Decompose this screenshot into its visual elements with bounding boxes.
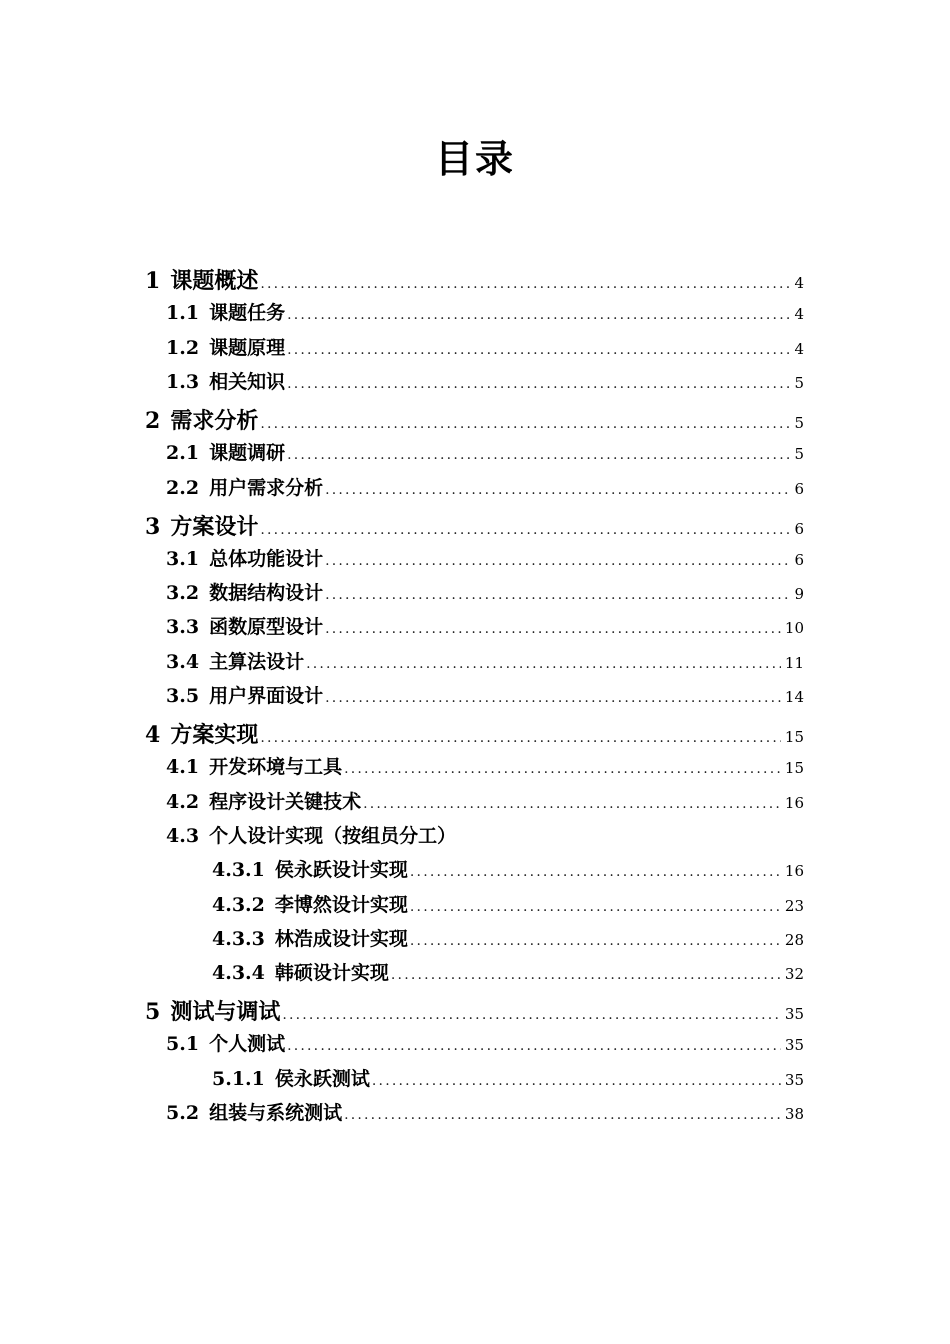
toc-leader-dots xyxy=(325,690,781,706)
toc-entry-title: 个人测试 xyxy=(209,1033,286,1056)
toc-entry-page: 23 xyxy=(784,896,804,915)
toc-entry-title: 课题任务 xyxy=(209,302,286,325)
toc-entry-title: 主算法设计 xyxy=(209,650,305,673)
toc-entry[interactable] xyxy=(0,787,804,814)
toc-entry-number: 2.2 xyxy=(166,476,200,499)
toc-leader-dots xyxy=(287,447,790,463)
toc-entry-title: 课题原理 xyxy=(209,336,286,359)
toc-entry[interactable] xyxy=(0,333,804,360)
toc-entry-number: 4.3.1 xyxy=(212,859,265,882)
toc-leader-dots xyxy=(325,621,781,637)
toc-entry[interactable] xyxy=(0,718,804,749)
toc-entry-page: 5 xyxy=(794,373,804,392)
toc-entry[interactable] xyxy=(0,264,804,295)
toc-entry[interactable] xyxy=(0,1098,804,1125)
toc-entry-page: 14 xyxy=(784,688,804,706)
toc-entry-page: 32 xyxy=(784,965,804,984)
toc-entry[interactable] xyxy=(0,367,804,394)
toc-leader-dots xyxy=(325,587,790,603)
toc-entry[interactable] xyxy=(0,821,804,848)
toc-entry[interactable] xyxy=(0,995,804,1026)
toc-entry-number: 5 xyxy=(145,999,161,1026)
toc-entry-number: 4.3 xyxy=(166,824,200,847)
toc-entry-title: 方案实现 xyxy=(170,722,259,748)
toc-entry[interactable] xyxy=(0,612,804,639)
toc-entry-number: 1.2 xyxy=(166,336,200,359)
toc-entry-title: 个人设计实现（按组员分工） xyxy=(209,824,457,847)
toc-entry-number: 4.3.4 xyxy=(212,962,265,985)
toc-entry-page: 38 xyxy=(784,1105,804,1123)
toc-entry-number: 1.1 xyxy=(166,302,200,325)
toc-leader-dots xyxy=(260,730,781,746)
toc-entry-title: 侯永跃测试 xyxy=(274,1067,370,1090)
toc-entry-number: 4 xyxy=(145,722,161,748)
toc-entry-page: 5 xyxy=(794,413,804,432)
toc-leader-dots xyxy=(410,899,781,915)
toc-entry-number: 3.4 xyxy=(166,650,200,673)
toc-entry-page: 35 xyxy=(784,1005,804,1024)
toc-leader-dots xyxy=(287,1038,781,1054)
toc-entry[interactable] xyxy=(0,438,804,465)
toc-entry[interactable] xyxy=(0,1064,804,1091)
toc-entry[interactable] xyxy=(0,890,804,917)
toc-entry-page: 16 xyxy=(784,862,804,881)
toc-entry[interactable] xyxy=(0,544,804,571)
toc-leader-dots xyxy=(260,522,790,538)
toc-entry[interactable] xyxy=(0,510,804,541)
toc-entry-number: 4.3.2 xyxy=(212,893,265,916)
toc-entry-title: 侯永跃设计实现 xyxy=(274,859,408,882)
toc-entry-title: 课题概述 xyxy=(170,268,259,294)
toc-leader-dots xyxy=(260,276,790,292)
toc-entry-page: 11 xyxy=(784,653,804,672)
toc-entry-page: 4 xyxy=(794,305,804,324)
toc-leader-dots xyxy=(325,482,790,498)
toc-entry-number: 4.3.3 xyxy=(212,927,265,950)
toc-entry-title: 用户需求分析 xyxy=(209,476,324,499)
toc-entry-title: 课题调研 xyxy=(209,442,286,465)
toc-entry-page: 6 xyxy=(794,519,804,538)
toc-leader-dots xyxy=(306,656,781,672)
toc-entry-page: 10 xyxy=(784,619,804,638)
toc-entry[interactable] xyxy=(0,473,804,500)
toc-entry-number: 3.3 xyxy=(166,616,200,639)
toc-leader-dots xyxy=(287,307,790,323)
toc-entry-number: 5.1.1 xyxy=(212,1067,265,1090)
toc-leader-dots xyxy=(287,342,790,358)
toc-leader-dots xyxy=(410,864,781,880)
toc-leader-dots xyxy=(282,1007,781,1023)
toc-leader-dots xyxy=(372,1073,781,1089)
toc-entry-page: 28 xyxy=(784,930,804,949)
toc-entry[interactable] xyxy=(0,681,804,708)
toc-entry-number: 4.2 xyxy=(166,790,200,813)
toc-entry-page: 16 xyxy=(784,793,804,812)
toc-entry[interactable] xyxy=(0,298,804,325)
toc-entry-title: 总体功能设计 xyxy=(209,547,324,570)
toc-entry-title: 组装与系统测试 xyxy=(209,1102,343,1124)
toc-entry-title: 用户界面设计 xyxy=(209,685,324,707)
toc-leader-dots xyxy=(410,933,781,949)
toc-entry-number: 3.1 xyxy=(166,547,200,570)
toc-entry-number: 5.1 xyxy=(166,1033,200,1056)
toc-leader-dots xyxy=(287,376,790,392)
toc-entry-title: 数据结构设计 xyxy=(209,582,324,605)
page-title: 目录 xyxy=(434,136,515,181)
toc-leader-dots xyxy=(344,1107,781,1123)
toc-entry-title: 函数原型设计 xyxy=(209,616,324,639)
toc-entry-page: 35 xyxy=(784,1070,804,1089)
toc-entry[interactable] xyxy=(0,647,804,674)
toc-entry-title: 方案设计 xyxy=(170,513,259,540)
toc-entry[interactable] xyxy=(0,404,804,435)
toc-leader-dots xyxy=(344,761,781,777)
toc-entry-page: 6 xyxy=(794,550,804,569)
toc-entry-page: 9 xyxy=(794,585,804,604)
toc-entry[interactable] xyxy=(0,924,804,951)
toc-entry-number: 1.3 xyxy=(166,370,200,393)
toc-entry[interactable] xyxy=(0,1029,804,1056)
toc-entry-title: 测试与调试 xyxy=(170,999,281,1026)
toc-entry-title: 林浩成设计实现 xyxy=(274,927,408,950)
toc-leader-dots xyxy=(363,796,781,812)
toc-leader-dots xyxy=(391,967,781,983)
toc-entry-page: 35 xyxy=(784,1036,804,1055)
toc-leader-dots xyxy=(260,416,790,432)
toc-entry-number: 3.2 xyxy=(166,582,200,605)
toc-entry-number: 5.2 xyxy=(166,1102,200,1124)
toc-entry[interactable] xyxy=(0,752,804,779)
toc-entry-page: 4 xyxy=(794,339,804,358)
toc-entry-title: 韩硕设计实现 xyxy=(274,962,389,985)
toc-entry-number: 1 xyxy=(145,268,161,294)
toc-entry-page: 4 xyxy=(794,274,804,292)
toc-entry-title: 李博然设计实现 xyxy=(274,893,408,916)
toc-entry-number: 2 xyxy=(145,407,161,434)
toc-entry-number: 3 xyxy=(145,513,161,540)
toc-entry-number: 3.5 xyxy=(166,685,200,707)
toc-entry-number: 4.1 xyxy=(166,756,200,779)
toc-entry[interactable] xyxy=(0,855,804,882)
toc-entry[interactable] xyxy=(0,578,804,605)
toc-entry-title: 相关知识 xyxy=(209,370,286,393)
toc-entry-page: 5 xyxy=(794,445,804,464)
toc-entry[interactable] xyxy=(0,958,804,985)
toc-entry-page: 15 xyxy=(784,759,804,778)
toc-leader-dots xyxy=(325,553,790,569)
toc-entry-title: 开发环境与工具 xyxy=(209,756,343,779)
toc-entry-number: 2.1 xyxy=(166,442,200,465)
toc-entry-title: 需求分析 xyxy=(170,407,259,434)
toc-entry-page: 6 xyxy=(794,479,804,498)
toc-entry-title: 程序设计关键技术 xyxy=(209,790,362,813)
toc-entry-page: 15 xyxy=(784,728,804,746)
